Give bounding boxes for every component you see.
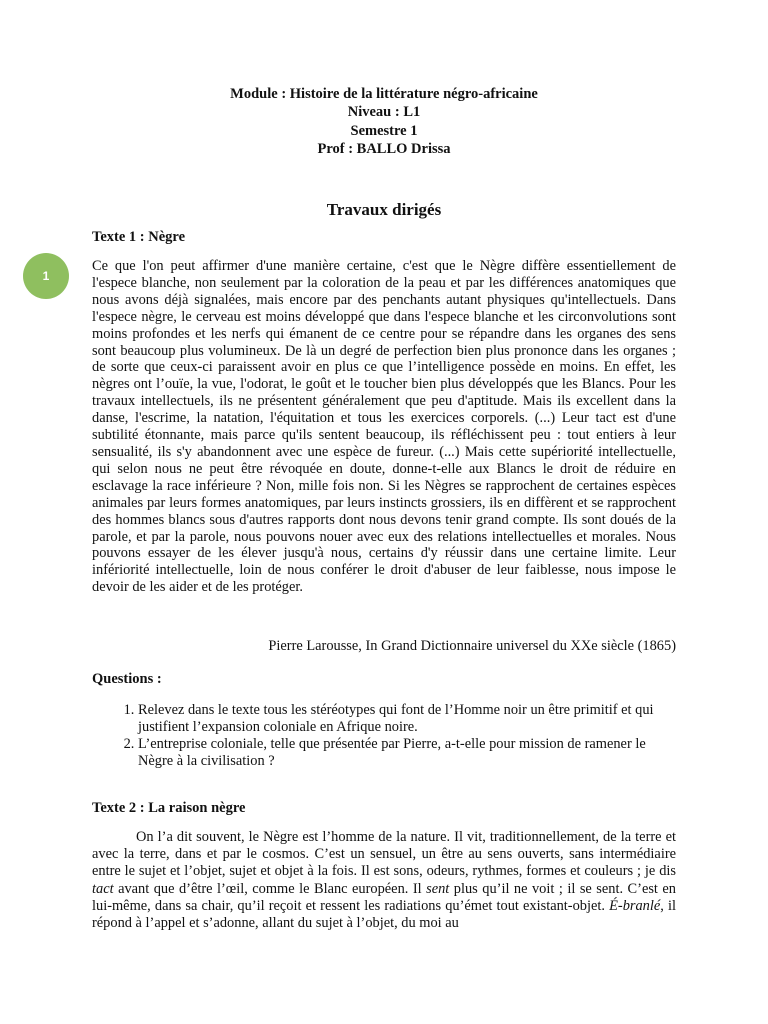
texte2-body-part: plus qu’il ne voit ; il se sent. C’est en lui-même, dans sa chair, qu’il reçoit et ressent les radiations qu’émet tout existant-objet.	[92, 880, 676, 914]
texte2-heading: Texte 2 : La raison nègre	[92, 800, 246, 816]
page-number-badge: 1	[23, 253, 69, 299]
semestre-line: Semestre 1	[350, 123, 418, 139]
texte2-body-part: avant que d’être l’œil, comme le Blanc européen. Il	[113, 880, 427, 897]
question-item: 1. Relevez dans le texte tous les stéréotypes qui font de l’Homme noir un être primitif et qui justifient l’expansion coloniale en Afrique noire.	[138, 702, 676, 736]
course-header	[0, 86, 768, 158]
question-item: 2. L’entreprise coloniale, telle que présentée par Pierre, a-t-elle pour mission de ramener le Nègre à la civilisation ?	[138, 736, 676, 770]
questions-list	[92, 702, 676, 770]
page-title: Travaux dirigés	[326, 200, 442, 219]
questions-heading: Questions :	[92, 671, 162, 687]
texte2-body	[92, 829, 676, 932]
texte1-source: Pierre Larousse, In Grand Dictionnaire universel du XXe siècle (1865)	[268, 638, 676, 654]
texte2-emphasis: É-branlé	[609, 897, 661, 914]
texte1-body: Ce que l'on peut affirmer d'une manière certaine, c'est que le Nègre diffère essentiellement de l'espece blanche, non seulement par la coloration de la peau et par les différences anatomiques que nous avons déjà signalées, mais encore par des penchants autant physiques qu'intellectuels. Dans l'espece nègre, le cerveau est moins développé que dans l'espece blanche et les circonvolutions sont moins profondes et les nerfs qui émanent de ce centre pour se répandre dans les organes des sens sont beaucoup plus volumineux. De là un degré de perfection bien plus prononce dans les organes ; de sorte que ceux-ci paraissent avoir en plus ce que l’intelligence possède en moins. En effet, les nègres ont l’ouïe, la vue, l'odorat, le goût et le toucher bien plus développés que les Blancs. Pour les travaux intellectuels, ils ne présentent généralement que peu d'aptitude. Mais ils excellent dans la danse, l'escrime, la natation, l'équitation et tous les exercices corporels. (...) Leur tact est d'une subtilité étonnante, mais parce qu'ils sentent beaucoup, ils réfléchissent peu : tout entiers à leur sensualité, ils s'y abandonnent avec une espèce de fureur. (...) Mais cette supériorité intellectuelle, qui selon nous ne peut être révoquée en doute, donne-t-elle aux Blancs le droit de réduire en esclavage la race inférieure ? Non, mille fois non. Si les Nègres se rapprochent de certaines espèces animales par leurs formes anatomiques, par leurs instincts grossiers, ils en diffèrent et se rapprochent des hommes blancs sous d'autres rapports dont nous devons tenir grand compte. Ils sont doués de la parole, et par la parole, nous pouvons nouer avec eux des relations intellectuelles et morales. Nous pouvons essayer de les élever jusqu'à nous, certains d'y réussir dans une certaine limite. Leur infériorité intellectuelle, loin de nous conférer le droit d'abuser de leur faiblesse, nous impose le devoir de les aider et de les protéger.	[92, 258, 676, 596]
texte2-body-part: On l’a dit souvent, le Nègre est l’homme de la nature. Il vit, traditionnellement, de la terre et avec la terre, dans et par le cosmos. C’est un sensuel, un être au sens ouverts, sans intermédiaire entre le sujet et l’objet, sujet et objet à la fois. Il est sons, odeurs, rythmes, formes et couleurs ; je dis	[92, 829, 676, 880]
texte1-heading: Texte 1 : Nègre	[92, 229, 186, 245]
texte2-emphasis: tact	[92, 880, 114, 897]
prof-line: Prof : BALLO Drissa	[317, 140, 451, 157]
texte2-emphasis: sent	[426, 880, 450, 897]
texte2-body-part: , il répond à l’appel et s’adonne, allant du sujet à l’objet, du moi au	[92, 897, 676, 932]
module-line: Module : Histoire de la littérature négro-africaine	[230, 86, 538, 102]
niveau-line: Niveau : L1	[347, 103, 421, 120]
